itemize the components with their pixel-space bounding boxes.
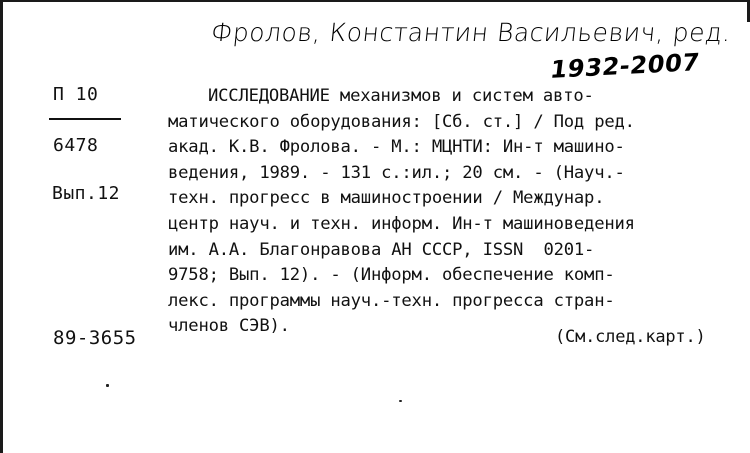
entry-line: матического оборудования: [Сб. ст.] / Под ред. — [168, 111, 635, 132]
entry-line: членов СЭВ). — [168, 316, 290, 337]
see-next-card-note: (См.след.карт.) — [555, 327, 706, 347]
scan-speck — [399, 400, 402, 402]
scan-speck — [106, 384, 109, 387]
handwritten-years: 1932-2007 — [548, 48, 702, 84]
handwritten-author-note: Фролов, Константин Васильевич, ред. — [209, 18, 733, 47]
entry-line: ведения, 1989. - 131 с.:ил.; 20 см. - (Науч.- — [168, 162, 625, 183]
call-number-divider — [49, 118, 121, 120]
entry-line: лекс. программы науч.-техн. прогресса стран- — [168, 290, 615, 311]
bibliographic-entry — [168, 84, 728, 340]
entry-line: 9758; Вып. 12). - (Информ. обеспечение комп- — [168, 265, 615, 286]
entry-line: техн. прогресс в машиностроении / Междунар. — [168, 188, 605, 209]
volume-number: Вып.12 — [52, 183, 121, 204]
classification-code: П 10 — [53, 84, 99, 105]
shelf-number: 6478 — [53, 135, 99, 156]
entry-line: им. А.А. Благонравова АН СССР, ISSN 0201- — [168, 239, 595, 260]
entry-line: ИССЛЕДОВАНИЕ механизмов и систем авто- — [208, 86, 594, 106]
entry-line: акад. К.В. Фролова. - М.: МЦНТИ: Ин-т машино- — [168, 137, 625, 158]
entry-line: центр науч. и техн. информ. Ин-т машиноведения — [168, 213, 635, 234]
accession-number: 89-3655 — [53, 327, 137, 349]
